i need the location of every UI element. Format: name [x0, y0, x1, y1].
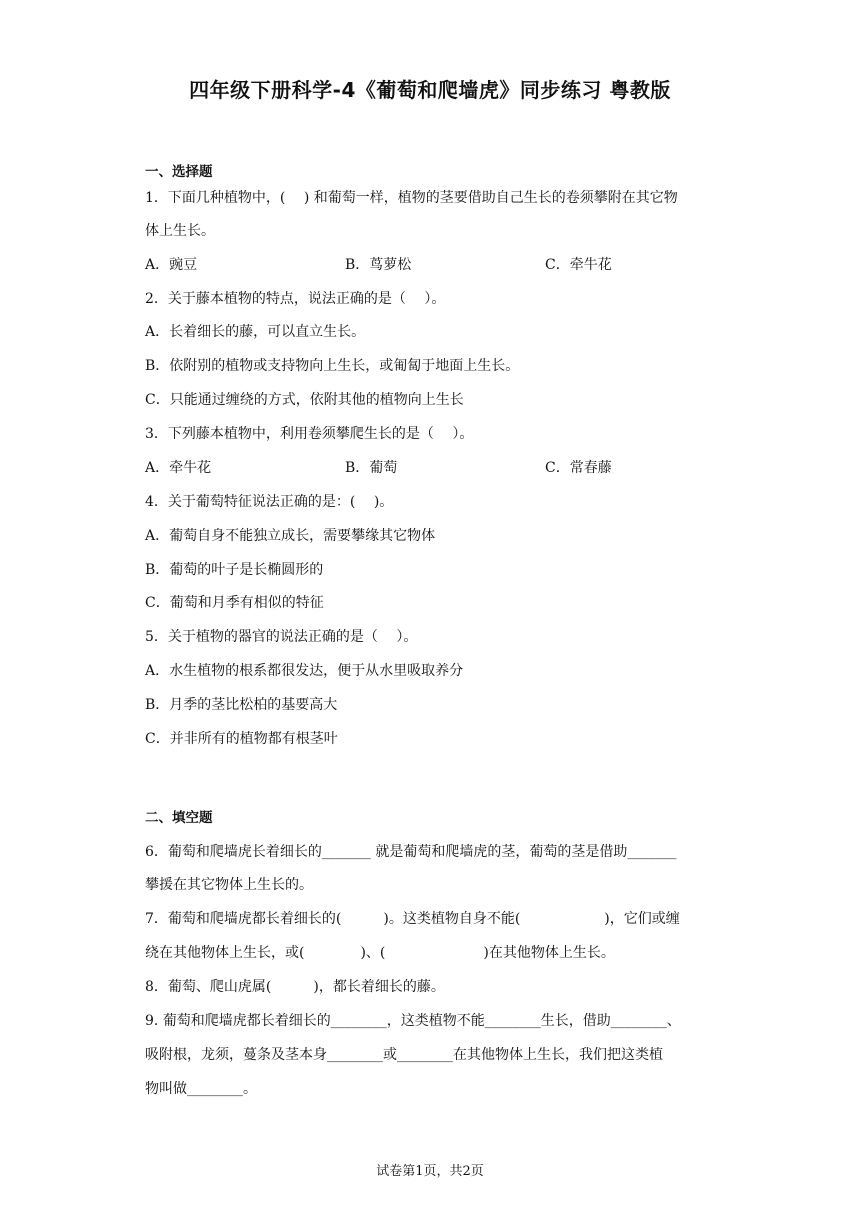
q1-option-c: C．牵牛花 [545, 257, 612, 273]
q7-stem: 7．葡萄和爬墙虎都长着细长的( )。这类植物自身不能( )，它们或缠 [145, 911, 680, 927]
q2-option-a: A．长着细长的藤，可以直立生长。 [145, 324, 366, 340]
q1-stem-cont: 体上生长。 [145, 223, 215, 239]
q3-option-b: B．葡萄 [345, 460, 398, 476]
q2-option-c: C．只能通过缠绕的方式，依附其他的植物向上生长 [145, 392, 464, 408]
q4-stem: 4．关于葡萄特征说法正确的是：( )。 [145, 494, 394, 510]
q1-option-b: B．茑萝松 [345, 257, 412, 273]
q2-stem: 2．关于藤本植物的特点，说法正确的是（ ）。 [145, 291, 446, 307]
q4-option-b: B．葡萄的叶子是长椭圆形的 [145, 562, 324, 578]
q9-stem-end: 物叫做________。 [145, 1081, 257, 1097]
q5-option-b: B．月季的茎比松柏的基要高大 [145, 697, 338, 713]
q4-option-c: C．葡萄和月季有相似的特征 [145, 595, 324, 611]
page-footer: 试卷第1页，共2页 [376, 1164, 484, 1179]
section-heading-choice: 一、选择题 [145, 164, 213, 180]
q5-option-a: A．水生植物的根系都很发达，便于从水里吸取养分 [145, 663, 464, 679]
q6-stem: 6．葡萄和爬墙虎长着细长的_______ 就是葡萄和爬墙虎的茎，葡萄的茎是借助_______ [145, 844, 677, 860]
q9-stem: 9. 葡萄和爬墙虎都长着细长的________，这类植物不能________生长，借助________、 [145, 1013, 681, 1029]
q5-option-c: C．并非所有的植物都有根茎叶 [145, 731, 338, 747]
q9-stem-cont: 吸附根，龙须，蔓条及茎本身________或________在其他物体上生长，我们把这类植 [145, 1047, 663, 1063]
page-title: 四年级下册科学-4《葡萄和爬墙虎》同步练习 粤教版 [189, 78, 671, 102]
q8-stem: 8．葡萄、爬山虎属( )，都长着细长的藤。 [145, 979, 445, 995]
q1-option-a: A．豌豆 [145, 257, 198, 273]
q4-option-a: A．葡萄自身不能独立成长，需要攀缘其它物体 [145, 528, 436, 544]
q3-option-c: C．常春藤 [545, 460, 612, 476]
q3-stem: 3．下列藤本植物中，利用卷须攀爬生长的是（ ）。 [145, 426, 474, 442]
q3-option-a: A．牵牛花 [145, 460, 212, 476]
q6-stem-cont: 攀援在其它物体上生长的。 [145, 877, 313, 893]
q7-stem-cont: 绕在其他物体上生长，或( )、( )在其他物体上生长。 [145, 945, 615, 961]
q1-stem: 1．下面几种植物中，( ) 和葡萄一样，植物的茎要借助自己生长的卷须攀附在其它物 [145, 190, 678, 206]
q2-option-b: B．依附别的植物或支持物向上生长，或匍匐于地面上生长。 [145, 358, 520, 374]
section-heading-fill: 二、填空题 [145, 810, 213, 826]
q5-stem: 5．关于植物的器官的说法正确的是（ ）。 [145, 629, 418, 645]
